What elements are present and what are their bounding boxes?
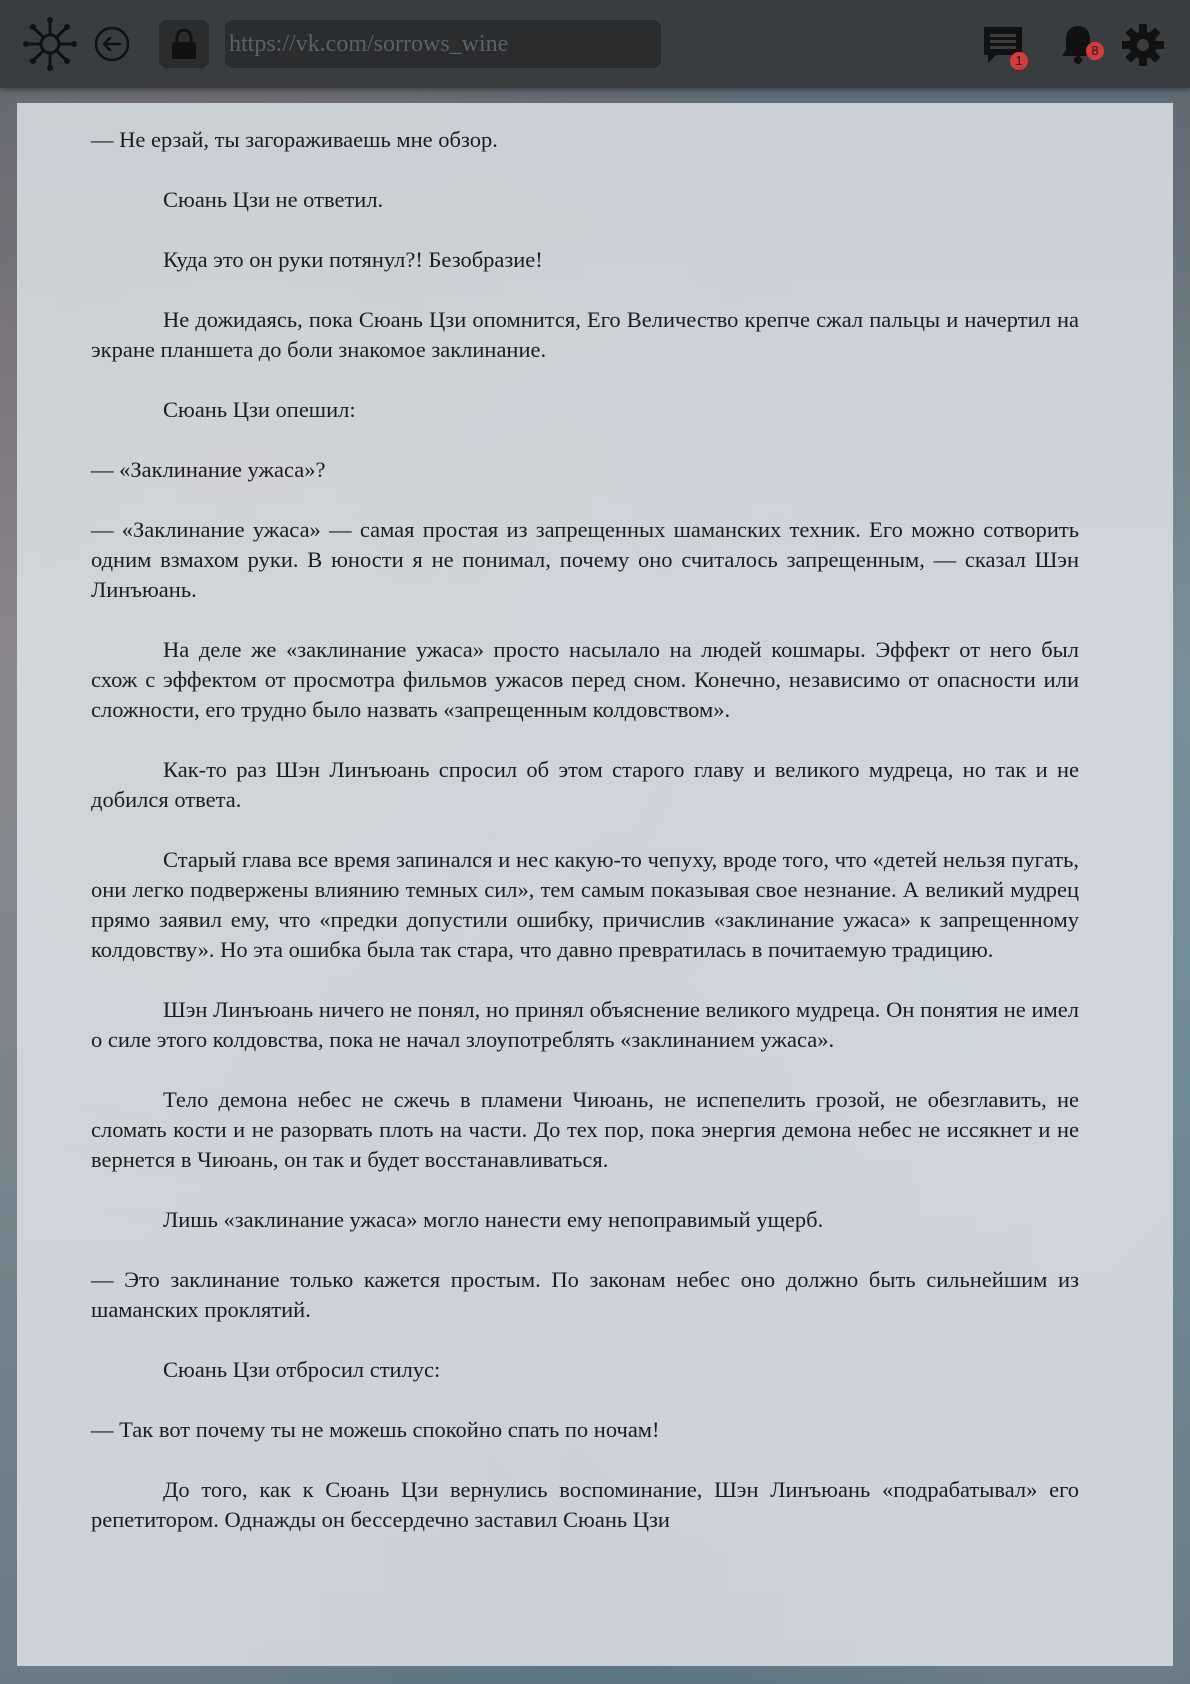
paragraph: Куда это он руки потянул?! Безобразие! [163, 247, 543, 272]
reader-page [17, 103, 1173, 1666]
paragraph: Сюань Цзи отбросил стилус: [163, 1357, 441, 1382]
notifications-badge: 8 [1086, 42, 1104, 60]
paragraph: — Это заклинание только кажется простым. По законам небес оно должно быть сильнейшим из шаманских проклятий. [91, 1267, 1079, 1322]
paragraph: На деле же «заклинание ужаса» просто насылало на людей кошмары. Эффект от него был схож с эффектом от просмотра фильмов ужасов перед сном. Конечно, независимо от опасности или сложности, его трудно было назвать «запрещенным колдовством». [91, 637, 1079, 722]
gear-icon[interactable] [1120, 22, 1166, 68]
paragraph: — «Заклинание ужаса» — самая простая из запрещенных шаманских техник. Его можно сотворить одним взмахом руки. В юности я не понимал, почему оно считалось запрещенным, — сказал Шэн Линъюань. [91, 517, 1079, 602]
lock-icon[interactable] [159, 20, 209, 68]
paragraph: До того, как к Сюань Цзи вернулись воспоминание, Шэн Линъюань «подрабатывал» его репетитором. Однажды он бессердечно заставил Сюань Цзи [91, 1477, 1079, 1532]
paragraph: Сюань Цзи опешил: [163, 397, 356, 422]
paragraph: — «Заклинание ужаса»? [91, 457, 326, 482]
paragraph: Шэн Линъюань ничего не понял, но принял объяснение великого мудреца. Он понятия не имел о силе этого колдовства, пока не начал злоупотреблять «заклинанием ужаса». [91, 997, 1079, 1052]
back-arrow-icon[interactable] [92, 24, 132, 64]
paragraph: Как-то раз Шэн Линъюань спросил об этом старого главу и великого мудреца, но так и не добился ответа. [91, 757, 1079, 812]
paragraph: — Не ерзай, ты загораживаешь мне обзор. [91, 127, 498, 152]
paragraph: — Так вот почему ты не можешь спокойно спать по ночам! [91, 1417, 660, 1442]
paragraph: Лишь «заклинание ужаса» могло нанести ему непоправимый ущерб. [163, 1207, 824, 1232]
messages-badge: 1 [1010, 52, 1028, 70]
paragraph: Не дожидаясь, пока Сюань Цзи опомнится, Его Величество крепче сжал пальцы и начертил на экране планшета до боли знакомое заклинание. [91, 307, 1079, 362]
messages-icon[interactable] [980, 22, 1026, 68]
app-logo-icon[interactable] [22, 16, 78, 72]
address-bar[interactable]: https://vk.com/sorrows_wine [225, 20, 661, 68]
top-bar [0, 0, 1190, 88]
paragraph: Старый глава все время запинался и нес какую-то чепуху, вроде того, что «детей нельзя пугать, они легко подвержены влиянию темных сил», тем самым показывая свое незнание. А великий мудрец прямо заявил ему, что «предки допустили ошибку, причислив «заклинание ужаса» к запрещенному колдовству». Но эта ошибка была так стара, что давно превратилась в почитаемую традицию. [91, 847, 1079, 962]
bell-icon[interactable] [1056, 20, 1100, 68]
paragraph: Тело демона небес не сжечь в пламени Чиюань, не испепелить грозой, не обезглавить, не сломать кости и не разорвать плоть на части. До тех пор, пока энергия демона небес не иссякнет и не вернется в Чиюань, он так и будет восстанавливаться. [91, 1087, 1079, 1172]
paragraph: Сюань Цзи не ответил. [163, 187, 384, 212]
